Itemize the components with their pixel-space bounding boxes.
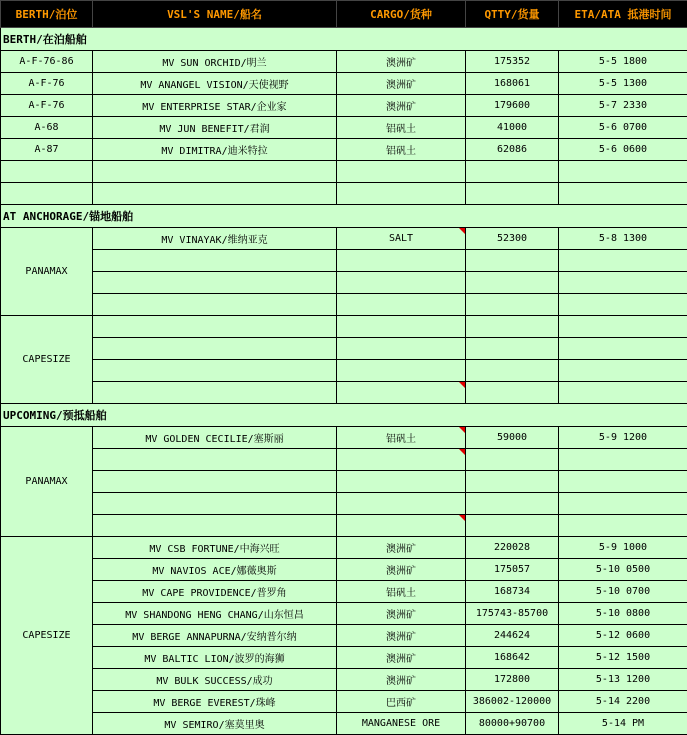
cargo-cell: 铝矾土 bbox=[337, 427, 466, 449]
qty-cell: 52300 bbox=[466, 228, 559, 250]
berth-cell: A-F-76 bbox=[1, 73, 93, 95]
eta-cell: 5-12 0600 bbox=[559, 625, 687, 647]
qty-cell: 41000 bbox=[466, 117, 559, 139]
header-cargo: CARGO/货种 bbox=[337, 1, 466, 28]
eta-cell: 5-12 1500 bbox=[559, 647, 687, 669]
table-row bbox=[1, 625, 687, 647]
header-row bbox=[1, 1, 687, 28]
vessel-cell: MV NAVIOS ACE/娜薇奥斯 bbox=[93, 559, 337, 581]
vessel-cell: MV BERGE ANNAPURNA/安纳普尔纳 bbox=[93, 625, 337, 647]
qty-cell: 80000+90700 bbox=[466, 713, 559, 735]
eta-cell: 5-6 0600 bbox=[559, 139, 687, 161]
qty-cell: 220028 bbox=[466, 537, 559, 559]
qty-cell: 179600 bbox=[466, 95, 559, 117]
section-title-anchorage: AT ANCHORAGE/锚地船舶 bbox=[1, 205, 687, 228]
qty-cell: 59000 bbox=[466, 427, 559, 449]
eta-cell: 5-10 0800 bbox=[559, 603, 687, 625]
table-row bbox=[1, 95, 687, 117]
vessel-cell: MV SEMIRO/塞莫里奥 bbox=[93, 713, 337, 735]
eta-cell: 5-8 1300 bbox=[559, 228, 687, 250]
qty-cell: 168734 bbox=[466, 581, 559, 603]
header-eta: ETA/ATA 抵港时间 bbox=[559, 1, 687, 28]
table-row bbox=[1, 228, 687, 250]
vessel-cell: MV ANANGEL VISION/天使视野 bbox=[93, 73, 337, 95]
qty-cell: 168642 bbox=[466, 647, 559, 669]
empty-row bbox=[1, 161, 687, 183]
header-vessel: VSL'S NAME/船名 bbox=[93, 1, 337, 28]
eta-cell: 5-9 1000 bbox=[559, 537, 687, 559]
eta-cell: 5-7 2330 bbox=[559, 95, 687, 117]
qty-cell: 175057 bbox=[466, 559, 559, 581]
eta-cell: 5-5 1300 bbox=[559, 73, 687, 95]
vessel-cell: MV CSB FORTUNE/中海兴旺 bbox=[93, 537, 337, 559]
qty-cell: 175743-85700 bbox=[466, 603, 559, 625]
qty-cell: 62086 bbox=[466, 139, 559, 161]
table-row bbox=[1, 691, 687, 713]
qty-cell: 244624 bbox=[466, 625, 559, 647]
qty-cell: 168061 bbox=[466, 73, 559, 95]
eta-cell: 5-10 0700 bbox=[559, 581, 687, 603]
group-label-capesize: CAPESIZE bbox=[1, 316, 93, 404]
berth-cell: A-F-76-86 bbox=[1, 51, 93, 73]
table-row bbox=[1, 669, 687, 691]
cargo-cell: SALT bbox=[337, 228, 466, 250]
vessel-cell: MV JUN BENEFIT/君润 bbox=[93, 117, 337, 139]
cargo-cell: 铝矾土 bbox=[337, 117, 466, 139]
group-label-panamax: PANAMAX bbox=[1, 427, 93, 537]
empty-row bbox=[1, 382, 687, 404]
berth-cell: A-F-76 bbox=[1, 95, 93, 117]
empty-row bbox=[1, 360, 687, 382]
empty-row bbox=[1, 316, 687, 338]
vessel-cell: MV DIMITRA/迪米特拉 bbox=[93, 139, 337, 161]
empty-row bbox=[1, 272, 687, 294]
eta-cell: 5-14 PM bbox=[559, 713, 687, 735]
table-row bbox=[1, 647, 687, 669]
cargo-cell: 澳洲矿 bbox=[337, 73, 466, 95]
empty-row bbox=[1, 515, 687, 537]
table-row bbox=[1, 427, 687, 449]
cargo-cell: 澳洲矿 bbox=[337, 603, 466, 625]
table-row bbox=[1, 117, 687, 139]
vessel-cell: MV ENTERPRISE STAR/企业家 bbox=[93, 95, 337, 117]
cargo-cell: 澳洲矿 bbox=[337, 669, 466, 691]
table-row bbox=[1, 581, 687, 603]
cargo-cell: 澳洲矿 bbox=[337, 647, 466, 669]
vessel-cell: MV BERGE EVEREST/珠峰 bbox=[93, 691, 337, 713]
cargo-cell: 铝矾土 bbox=[337, 139, 466, 161]
vessel-cell: MV SHANDONG HENG CHANG/山东恒昌 bbox=[93, 603, 337, 625]
eta-cell: 5-5 1800 bbox=[559, 51, 687, 73]
cargo-cell: 澳洲矿 bbox=[337, 625, 466, 647]
empty-row bbox=[1, 338, 687, 360]
eta-cell: 5-6 0700 bbox=[559, 117, 687, 139]
group-label-capesize: CAPESIZE bbox=[1, 537, 93, 735]
empty-row bbox=[1, 183, 687, 205]
section-row bbox=[1, 205, 687, 228]
table-row bbox=[1, 139, 687, 161]
empty-row bbox=[1, 493, 687, 515]
table-row bbox=[1, 51, 687, 73]
eta-cell: 5-13 1200 bbox=[559, 669, 687, 691]
qty-cell: 172800 bbox=[466, 669, 559, 691]
cargo-cell: 澳洲矿 bbox=[337, 95, 466, 117]
table-row bbox=[1, 713, 687, 735]
berth-cell: A-87 bbox=[1, 139, 93, 161]
empty-row bbox=[1, 294, 687, 316]
table-row bbox=[1, 537, 687, 559]
vessel-cell: MV BALTIC LION/波罗的海狮 bbox=[93, 647, 337, 669]
table-row bbox=[1, 559, 687, 581]
eta-cell: 5-9 1200 bbox=[559, 427, 687, 449]
cargo-cell: 澳洲矿 bbox=[337, 559, 466, 581]
header-qty: QTTY/货量 bbox=[466, 1, 559, 28]
section-row bbox=[1, 404, 687, 427]
empty-row bbox=[1, 449, 687, 471]
section-title-upcoming: UPCOMING/预抵船舶 bbox=[1, 404, 687, 427]
group-label-panamax: PANAMAX bbox=[1, 228, 93, 316]
header-berth: BERTH/泊位 bbox=[1, 1, 93, 28]
cargo-cell: 铝矾土 bbox=[337, 581, 466, 603]
section-title-berth: BERTH/在泊船舶 bbox=[1, 28, 687, 51]
vessel-cell: MV VINAYAK/维纳亚克 bbox=[93, 228, 337, 250]
vessel-cell: MV BULK SUCCESS/成功 bbox=[93, 669, 337, 691]
table-row bbox=[1, 603, 687, 625]
qty-cell: 386002-120000 bbox=[466, 691, 559, 713]
cargo-cell: 澳洲矿 bbox=[337, 537, 466, 559]
cargo-cell: MANGANESE ORE bbox=[337, 713, 466, 735]
eta-cell: 5-10 0500 bbox=[559, 559, 687, 581]
cargo-cell: 巴西矿 bbox=[337, 691, 466, 713]
berth-cell: A-68 bbox=[1, 117, 93, 139]
qty-cell: 175352 bbox=[466, 51, 559, 73]
empty-row bbox=[1, 471, 687, 493]
empty-row bbox=[1, 250, 687, 272]
vessel-cell: MV GOLDEN CECILIE/塞斯丽 bbox=[93, 427, 337, 449]
cargo-cell: 澳洲矿 bbox=[337, 51, 466, 73]
vessel-cell: MV CAPE PROVIDENCE/普罗角 bbox=[93, 581, 337, 603]
vessel-cell: MV SUN ORCHID/明兰 bbox=[93, 51, 337, 73]
eta-cell: 5-14 2200 bbox=[559, 691, 687, 713]
section-row bbox=[1, 28, 687, 51]
table-row bbox=[1, 73, 687, 95]
